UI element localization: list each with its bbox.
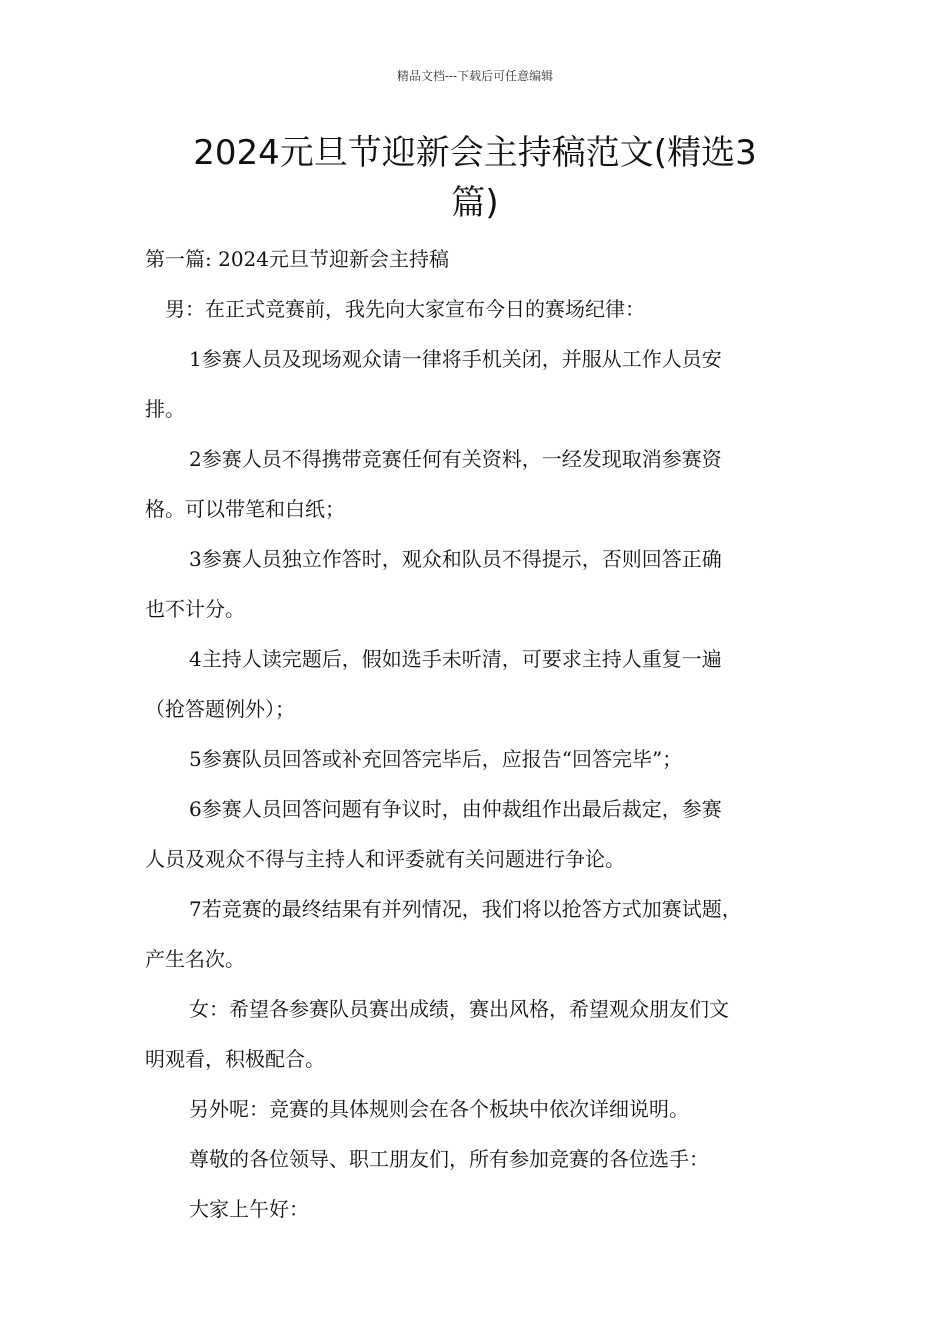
paragraph-line: 2参赛人员不得携带竞赛任何有关资料，一经发现取消参赛资 — [189, 447, 722, 471]
paragraph-line: 5参赛队员回答或补充回答完毕后，应报告“回答完毕”； — [189, 747, 683, 771]
paragraph-line: 女：希望各参赛队员赛出成绩，赛出风格，希望观众朋友们文 — [189, 997, 729, 1021]
paragraph-line: 明观看，积极配合。 — [145, 1047, 325, 1071]
paragraph-line: 3参赛人员独立作答时，观众和队员不得提示，否则回答正确 — [189, 547, 722, 571]
page-header: 精品文档---下载后可任意编辑 — [396, 69, 554, 83]
paragraph-line: 4主持人读完题后，假如选手未听清，可要求主持人重复一遍 — [189, 647, 722, 671]
paragraph-line: 人员及观众不得与主持人和评委就有关问题进行争论。 — [145, 847, 625, 871]
section-heading: 第一篇: 2024元旦节迎新会主持稿 — [145, 247, 449, 271]
paragraph-line: 尊敬的各位领导、职工朋友们，所有参加竞赛的各位选手： — [189, 1147, 709, 1171]
document-title — [145, 128, 805, 228]
paragraph-line: 7若竞赛的最终结果有并列情况，我们将以抢答方式加赛试题， — [189, 897, 742, 921]
paragraph-line: 6参赛人员回答问题有争议时，由仲裁组作出最后裁定，参赛 — [189, 797, 722, 821]
paragraph-line: 大家上午好： — [189, 1197, 309, 1221]
paragraph-line: 排。 — [145, 397, 185, 421]
paragraph-line: （抢答题例外）； — [145, 697, 295, 721]
document-body — [145, 234, 810, 1234]
paragraph-line: 产生名次。 — [145, 947, 245, 971]
paragraph-line: 格。可以带笔和白纸； — [145, 497, 345, 521]
title-line-1: 2024元旦节迎新会主持稿范文(精选3 — [193, 133, 757, 173]
paragraph-line: 另外呢：竞赛的具体规则会在各个板块中依次详细说明。 — [189, 1097, 689, 1121]
title-line-2: 篇) — [451, 183, 499, 223]
paragraph-line: 男：在正式竞赛前，我先向大家宣布今日的赛场纪律： — [165, 297, 645, 321]
paragraph-line: 也不计分。 — [145, 597, 245, 621]
paragraph-line: 1参赛人员及现场观众请一律将手机关闭，并服从工作人员安 — [189, 347, 722, 371]
